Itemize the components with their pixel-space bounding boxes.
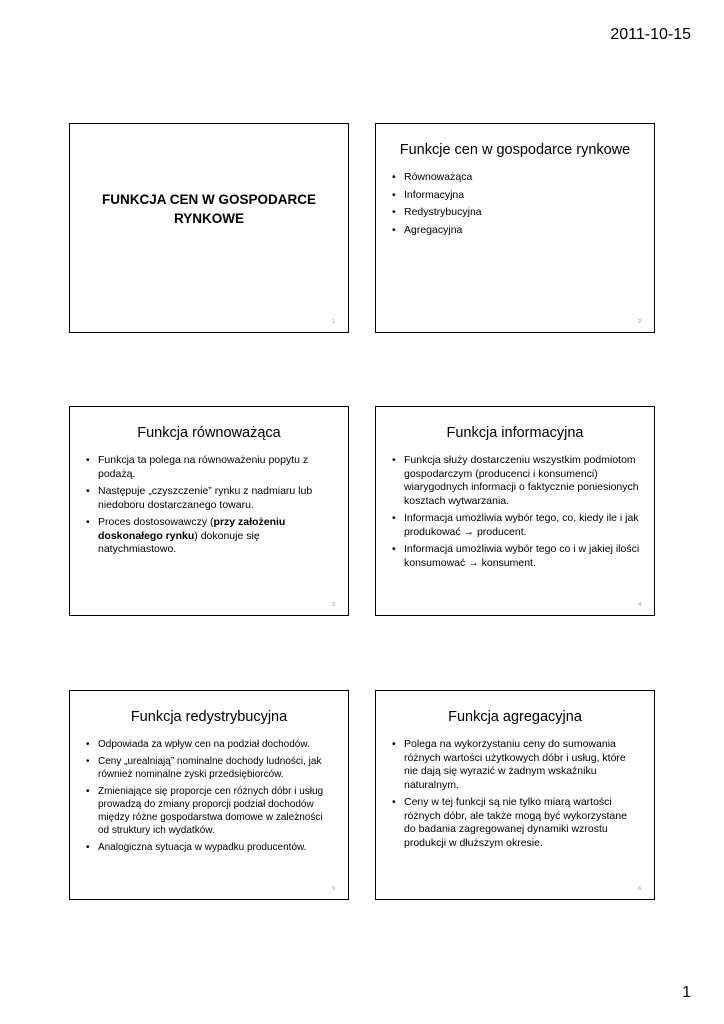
bullet-list [390, 454, 640, 570]
list-item: • Agregacyjna [390, 224, 640, 238]
slide-number: 4 [638, 602, 641, 608]
bullet-list [84, 454, 334, 557]
slide-number: 5 [332, 886, 335, 892]
slide-number: 1 [332, 319, 335, 325]
slide-3 [69, 406, 349, 616]
slide-6-title: Funkcja agregacyjna [448, 709, 582, 725]
bullet-list [84, 738, 334, 854]
handout-date: 2011-10-15 [610, 26, 691, 43]
list-item: • Polega na wykorzystaniu ceny do sumowania różnych wartości użytkowych dóbr i usług, które nie dają się wyrazić w żadnym wskaźniku naturalnym. [390, 738, 640, 792]
slide-6 [375, 690, 655, 900]
bullet-list [390, 171, 640, 237]
slide-4-title: Funkcja informacyjna [446, 425, 584, 441]
slide-number: 6 [638, 886, 641, 892]
list-item: • Informacyjna [390, 189, 640, 203]
list-item: • Ceny „urealniają” nominalne dochody ludności, jak również nominalne zyski przedsiębiorców. [84, 755, 334, 781]
slide-3-title: Funkcja równoważąca [137, 425, 281, 441]
text-segment: ) dokonuje się natychmiastowo. [98, 529, 260, 555]
list-item: • Analogiczna sytuacja w wypadku producentów. [84, 841, 334, 854]
bullet-list [390, 738, 640, 850]
bold-text: przy założeniu doskonałego rynku [98, 516, 286, 542]
list-item [84, 516, 334, 557]
slide-5-title: Funkcja redystrybucyjna [130, 709, 288, 725]
list-item: • Funkcja ta polega na równoważeniu popytu z podażą. [84, 454, 334, 481]
slide-1 [69, 123, 349, 333]
slide-1-title: FUNKCJA CEN W GOSPODARCE RYNKOWE [101, 192, 316, 226]
slide-number: 2 [638, 319, 641, 325]
text-segment: Proces dostosowawczy ( [98, 516, 214, 528]
slide-2-title: Funkcje cen w gospodarce rynkowe [399, 142, 631, 158]
list-item: • Funkcja służy dostarczeniu wszystkim podmiotom gospodarczym (producenci i konsumenci) wiarygodnych informacji o faktycznie poniesionych kosztach wytwarzania. [390, 454, 640, 508]
slide-5 [69, 690, 349, 900]
slide-number: 3 [332, 602, 335, 608]
list-item: • Redystrybucyjna [390, 206, 640, 220]
list-item: • Następuje „czyszczenie” rynku z nadmiaru lub niedoboru dostarczanego towaru. [84, 485, 334, 512]
list-item: • Ceny w tej funkcji są nie tylko miarą wartości różnych dóbr, ale także mogą być wykorzystane do badania zagregowanej dynamiki wzrostu produkcji w dłuższym okresie. [390, 796, 640, 850]
slide-4 [375, 406, 655, 616]
list-item: • Odpowiada za wpływ cen na podział dochodów. [84, 738, 334, 751]
list-item: • Równoważąca [390, 171, 640, 185]
list-item: • Informacja umożliwia wybór tego co i w jakiej ilości konsumować → konsument. [390, 543, 640, 570]
list-item: • Zmieniające się proporcje cen różnych dóbr i usług prowadzą do zmiany proporcji podział dochodów między różne gospodarstwa domowe w zależności od struktury ich wydatków. [84, 785, 334, 837]
list-item: • Informacja umożliwia wybór tego, co, kiedy ile i jak produkować → producent. [390, 512, 640, 539]
slide-2 [375, 123, 655, 333]
page-number: 1 [682, 984, 691, 1001]
